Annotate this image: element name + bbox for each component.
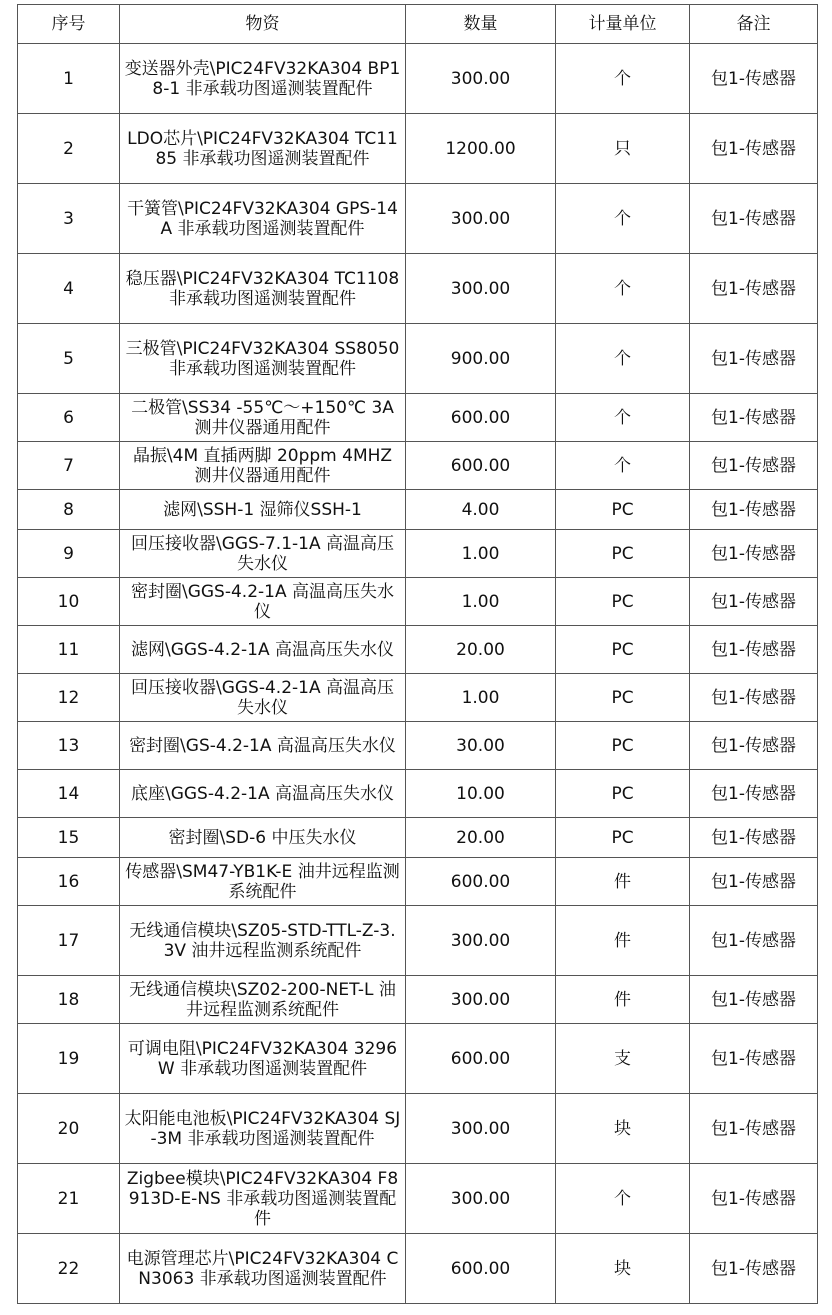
row-index: 17 bbox=[18, 906, 120, 976]
material-name: 太阳能电池板\PIC24FV32KA304 SJ-3M 非承载功图遥测装置配件 bbox=[120, 1094, 406, 1164]
quantity: 300.00 bbox=[406, 1094, 556, 1164]
table-row bbox=[18, 976, 818, 1024]
header-remark: 备注 bbox=[690, 5, 818, 44]
quantity: 1.00 bbox=[406, 530, 556, 578]
header-unit: 计量单位 bbox=[556, 5, 690, 44]
quantity: 300.00 bbox=[406, 254, 556, 324]
quantity: 300.00 bbox=[406, 976, 556, 1024]
remark: 包1-传感器 bbox=[690, 254, 818, 324]
remark: 包1-传感器 bbox=[690, 1094, 818, 1164]
unit: 个 bbox=[556, 394, 690, 442]
header-material: 物资 bbox=[120, 5, 406, 44]
unit: PC bbox=[556, 490, 690, 530]
material-name: LDO芯片\PIC24FV32KA304 TC1185 非承载功图遥测装置配件 bbox=[120, 114, 406, 184]
remark: 包1-传感器 bbox=[690, 818, 818, 858]
remark: 包1-传感器 bbox=[690, 490, 818, 530]
quantity: 30.00 bbox=[406, 722, 556, 770]
table-row bbox=[18, 818, 818, 858]
material-name: 晶振\4M 直插两脚 20ppm 4MHZ 测井仪器通用配件 bbox=[120, 442, 406, 490]
row-index: 21 bbox=[18, 1164, 120, 1234]
quantity: 1200.00 bbox=[406, 114, 556, 184]
table-row bbox=[18, 1164, 818, 1234]
row-index: 15 bbox=[18, 818, 120, 858]
header-row bbox=[18, 5, 818, 44]
quantity: 600.00 bbox=[406, 1234, 556, 1304]
row-index: 3 bbox=[18, 184, 120, 254]
unit: PC bbox=[556, 722, 690, 770]
row-index: 5 bbox=[18, 324, 120, 394]
material-name: 密封圈\GS-4.2-1A 高温高压失水仪 bbox=[120, 722, 406, 770]
unit: 个 bbox=[556, 184, 690, 254]
table-row bbox=[18, 530, 818, 578]
remark: 包1-传感器 bbox=[690, 1164, 818, 1234]
unit: PC bbox=[556, 626, 690, 674]
table-row bbox=[18, 490, 818, 530]
material-name: 滤网\GGS-4.2-1A 高温高压失水仪 bbox=[120, 626, 406, 674]
material-name: 回压接收器\GGS-4.2-1A 高温高压失水仪 bbox=[120, 674, 406, 722]
remark: 包1-传感器 bbox=[690, 976, 818, 1024]
unit: 块 bbox=[556, 1094, 690, 1164]
remark: 包1-传感器 bbox=[690, 1024, 818, 1094]
row-index: 13 bbox=[18, 722, 120, 770]
quantity: 1.00 bbox=[406, 578, 556, 626]
unit: PC bbox=[556, 530, 690, 578]
remark: 包1-传感器 bbox=[690, 114, 818, 184]
header-quantity: 数量 bbox=[406, 5, 556, 44]
table-row bbox=[18, 1234, 818, 1304]
unit: 件 bbox=[556, 976, 690, 1024]
row-index: 6 bbox=[18, 394, 120, 442]
header-index: 序号 bbox=[18, 5, 120, 44]
material-name: 无线通信模块\SZ05-STD-TTL-Z-3.3V 油井远程监测系统配件 bbox=[120, 906, 406, 976]
table-body bbox=[18, 44, 818, 1304]
quantity: 600.00 bbox=[406, 394, 556, 442]
quantity: 20.00 bbox=[406, 818, 556, 858]
unit: 块 bbox=[556, 1234, 690, 1304]
unit: 个 bbox=[556, 1164, 690, 1234]
table-row bbox=[18, 674, 818, 722]
table-row bbox=[18, 442, 818, 490]
row-index: 2 bbox=[18, 114, 120, 184]
row-index: 11 bbox=[18, 626, 120, 674]
row-index: 19 bbox=[18, 1024, 120, 1094]
material-name: 稳压器\PIC24FV32KA304 TC1108 非承载功图遥测装置配件 bbox=[120, 254, 406, 324]
remark: 包1-传感器 bbox=[690, 394, 818, 442]
table-row bbox=[18, 906, 818, 976]
material-name: 密封圈\SD-6 中压失水仪 bbox=[120, 818, 406, 858]
material-name: 滤网\SSH-1 湿筛仪SSH-1 bbox=[120, 490, 406, 530]
material-name: 变送器外壳\PIC24FV32KA304 BP18-1 非承载功图遥测装置配件 bbox=[120, 44, 406, 114]
unit: 件 bbox=[556, 858, 690, 906]
table-row bbox=[18, 394, 818, 442]
quantity: 300.00 bbox=[406, 184, 556, 254]
table-row bbox=[18, 44, 818, 114]
table-row bbox=[18, 578, 818, 626]
material-name: 二极管\SS34 -55℃～+150℃ 3A 测井仪器通用配件 bbox=[120, 394, 406, 442]
remark: 包1-传感器 bbox=[690, 674, 818, 722]
unit: PC bbox=[556, 674, 690, 722]
quantity: 1.00 bbox=[406, 674, 556, 722]
quantity: 600.00 bbox=[406, 858, 556, 906]
material-name: 干簧管\PIC24FV32KA304 GPS-14A 非承载功图遥测装置配件 bbox=[120, 184, 406, 254]
remark: 包1-传感器 bbox=[690, 626, 818, 674]
remark: 包1-传感器 bbox=[690, 906, 818, 976]
remark: 包1-传感器 bbox=[690, 442, 818, 490]
unit: 件 bbox=[556, 906, 690, 976]
row-index: 7 bbox=[18, 442, 120, 490]
table-row bbox=[18, 1094, 818, 1164]
table-row bbox=[18, 114, 818, 184]
table-row bbox=[18, 254, 818, 324]
unit: 只 bbox=[556, 114, 690, 184]
table-row bbox=[18, 324, 818, 394]
row-index: 16 bbox=[18, 858, 120, 906]
quantity: 900.00 bbox=[406, 324, 556, 394]
unit: 个 bbox=[556, 254, 690, 324]
row-index: 10 bbox=[18, 578, 120, 626]
quantity: 10.00 bbox=[406, 770, 556, 818]
material-name: 电源管理芯片\PIC24FV32KA304 CN3063 非承载功图遥测装置配件 bbox=[120, 1234, 406, 1304]
material-name: 三极管\PIC24FV32KA304 SS8050 非承载功图遥测装置配件 bbox=[120, 324, 406, 394]
quantity: 600.00 bbox=[406, 1024, 556, 1094]
unit: PC bbox=[556, 770, 690, 818]
table-row bbox=[18, 722, 818, 770]
quantity: 600.00 bbox=[406, 442, 556, 490]
unit: 个 bbox=[556, 324, 690, 394]
table-row bbox=[18, 858, 818, 906]
quantity: 4.00 bbox=[406, 490, 556, 530]
table-row bbox=[18, 1024, 818, 1094]
quantity: 20.00 bbox=[406, 626, 556, 674]
row-index: 22 bbox=[18, 1234, 120, 1304]
unit: 支 bbox=[556, 1024, 690, 1094]
remark: 包1-传感器 bbox=[690, 44, 818, 114]
row-index: 9 bbox=[18, 530, 120, 578]
unit: PC bbox=[556, 818, 690, 858]
row-index: 12 bbox=[18, 674, 120, 722]
material-name: 无线通信模块\SZ02-200-NET-L 油井远程监测系统配件 bbox=[120, 976, 406, 1024]
remark: 包1-传感器 bbox=[690, 578, 818, 626]
remark: 包1-传感器 bbox=[690, 722, 818, 770]
unit: 个 bbox=[556, 44, 690, 114]
table-row bbox=[18, 184, 818, 254]
row-index: 4 bbox=[18, 254, 120, 324]
material-name: 传感器\SM47-YB1K-E 油井远程监测系统配件 bbox=[120, 858, 406, 906]
remark: 包1-传感器 bbox=[690, 858, 818, 906]
unit: PC bbox=[556, 578, 690, 626]
table-row bbox=[18, 770, 818, 818]
table-row bbox=[18, 626, 818, 674]
remark: 包1-传感器 bbox=[690, 530, 818, 578]
remark: 包1-传感器 bbox=[690, 184, 818, 254]
material-name: 可调电阻\PIC24FV32KA304 3296W 非承载功图遥测装置配件 bbox=[120, 1024, 406, 1094]
row-index: 1 bbox=[18, 44, 120, 114]
remark: 包1-传感器 bbox=[690, 324, 818, 394]
material-name: 回压接收器\GGS-7.1-1A 高温高压失水仪 bbox=[120, 530, 406, 578]
row-index: 18 bbox=[18, 976, 120, 1024]
quantity: 300.00 bbox=[406, 1164, 556, 1234]
remark: 包1-传感器 bbox=[690, 1234, 818, 1304]
material-name: Zigbee模块\PIC24FV32KA304 F8913D-E-NS 非承载功图遥测装置配件 bbox=[120, 1164, 406, 1234]
quantity: 300.00 bbox=[406, 44, 556, 114]
material-name: 密封圈\GGS-4.2-1A 高温高压失水仪 bbox=[120, 578, 406, 626]
materials-table bbox=[17, 4, 818, 1304]
remark: 包1-传感器 bbox=[690, 770, 818, 818]
quantity: 300.00 bbox=[406, 906, 556, 976]
material-name: 底座\GGS-4.2-1A 高温高压失水仪 bbox=[120, 770, 406, 818]
unit: 个 bbox=[556, 442, 690, 490]
row-index: 8 bbox=[18, 490, 120, 530]
row-index: 20 bbox=[18, 1094, 120, 1164]
row-index: 14 bbox=[18, 770, 120, 818]
